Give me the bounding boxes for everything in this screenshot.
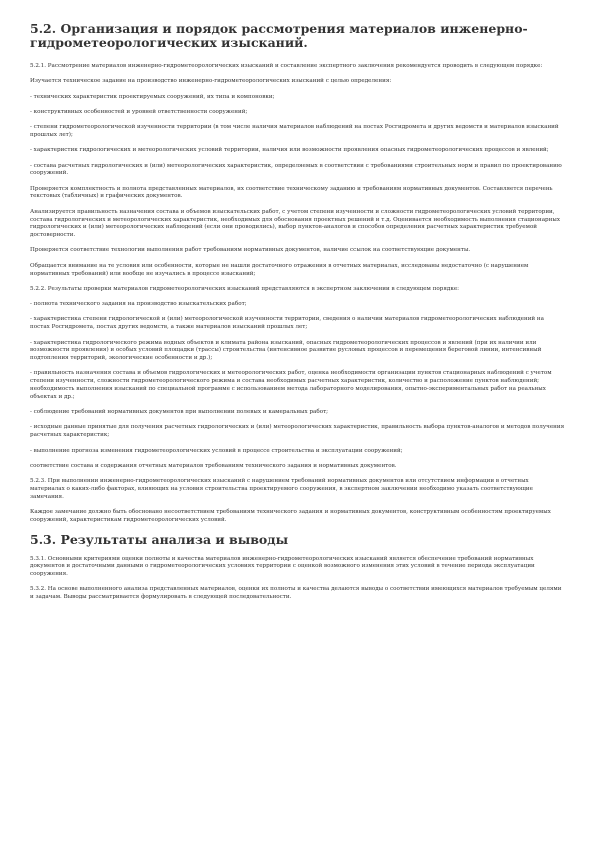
section-heading-5-3: 5.3. Результаты анализа и выводы [30, 531, 289, 547]
paragraph: - характеристика степени гидрологической и (или) метеорологической изученности территории, сведения о наличии материалов гидрометеорологических наблюдений на постах Росгидромета, постах других ведомств, а также материалов изысканий прошлых лет; [30, 316, 544, 331]
paragraph: 5.3.2. На основе выполненного анализа представленных материалов, оценки их полноты и качества делаются выводы о соответствии имеющихся материалов требуемым целями и задачам. Выводы рассматривается формулировать в следующей последовательности. [30, 586, 562, 601]
paragraph: - полнота технического задания на производство изыскательских работ; [30, 301, 247, 308]
paragraph: - степени гидрометеорологической изученности территории (в том числе наличия материалов наблюдений на постах Росгидромета и других ведомств и материалов изысканий прошлых лет); [30, 124, 559, 138]
paragraph: 5.3.1. Основными критериями оценки полноты и качества материалов инженерно-гидрометеорологических изысканий является обеспечение требований нормативных документов и достаточными данными о гидрометеорологических условиях территории с оценкой возможного изменения этих условий в течение периода эксплуатации сооружения. [30, 555, 535, 578]
paragraph: Проверяется комплектность и полнота представленных материалов, их соответствие техническому заданию и требованиям нормативных документов. Составляется перечень текстовых (табличных) и графических документов. [30, 185, 553, 200]
paragraph: Каждое замечание должно быть обосновано несоответствием требованиям технического задания и нормативных документов, конструктивным особенностям проектируемых сооружений, характеристикам гидрометеорологических условий. [30, 508, 551, 523]
paragraph: - исходные данные принятые для получения расчетных гидрологических и (или) метеорологических характеристик, правильность выбора пунктов-аналогов и методов получения расчетных характеристик; [30, 424, 565, 439]
paragraph: - правильность назначения состава и объемов гидрологических и метеорологических работ, оценка необходимости организации пунктов стационарных наблюдений с учетом степени изученности, сложности гидрометеорологического режима и состава необходимых расчетных характеристик, количество и расположение пунктов наблюдений; необходимость выполнения изысканий по специальной программе с использованием метода лабораторного моделирования, опытно-экспериментальных работ на реальных объектах и др.; [30, 370, 552, 400]
paragraph: 5.2.3. При выполнении инженерно-гидрометеорологических изысканий с нарушением требований нормативных документов или отсутствием информации в отчетных материалах о каких-либо факторах, влияющих на условия строительства проектируемого сооружения, в экспертном заключении необходимо указать соответствующие замечания. [30, 478, 533, 500]
paragraph: Изучается техническое задание на производство инженерно-гидрометеорологических изысканий с целью определения: [30, 78, 392, 85]
paragraph: - характеристика гидрологического режима водных объектов и климата района изысканий, опасных гидрометеорологических процессов и явлений (при их наличии или возможности проявления) и особых условий площадки (трассы) строительства (интенсивное развитие русловых процессов и перемещения береговой линии, интенсивный подтопления территорий, экологические особенности и др.); [30, 339, 542, 362]
paragraph: - соблюдение требований нормативных документов при выполнении полевых и камеральных работ; [30, 409, 329, 416]
paragraph: - выполнение прогноза изменения гидрометеорологических условий в процессе строительства и эксплуатации сооружений; [30, 447, 403, 454]
section-5-3-body [30, 556, 565, 602]
section-5-2-body [30, 63, 565, 525]
paragraph: Анализируется правильность назначения состава и объемов изыскательских работ, с учетом степени изученности и сложности гидрометеорологических условий территории, состава гидрологических и метеорологических характеристик, необходимых для обоснования проектных решений и т.д. Оценивается необходимость выполнения стационарных гидрологических и (или) метеорологических наблюдений (если они проводились), выбор пунктов-аналогов и способов определения расчетных характеристик требуемой достоверности. [30, 208, 560, 239]
paragraph: - конструктивных особенностей и уровней ответственности сооружений; [30, 108, 248, 115]
paragraph: Проверяется соответствие технологии выполнения работ требованиям нормативных документов, наличие ссылок на соответствующие документы. [30, 247, 471, 254]
section-heading-5-2: 5.2. Организация и порядок рассмотрения материалов инженерно-гидрометеорологических изысканий. [30, 21, 528, 50]
paragraph: 5.2.1. Рассмотрение материалов инженерно-гидрометеорологических изысканий и составление экспертного заключения рекомендуется проводить в следующем порядке: [30, 63, 543, 69]
paragraph: - технических характеристик проектируемых сооружений, их типа и компоновки; [30, 93, 275, 100]
paragraph: Обращается внимание на те условия или особенности, которые не нашли достаточного отражения в отчетных материалах, исследованы недостаточно (с нарушением нормативных требований) или вообще не изучались в процессе изысканий; [30, 262, 529, 277]
paragraph: соответствие состава и содержания отчетных материалов требованиям технического задания и нормативных документов. [30, 462, 397, 469]
paragraph: - характеристик гидрологических и метеорологических условий территории, наличия или возможности проявления опасных гидрометеорологических процессов и явлений; [30, 147, 549, 154]
paragraph: 5.2.2. Результаты проверки материалов гидрометеорологических изысканий представляются в экспертном заключении в следующем порядке: [30, 285, 460, 292]
paragraph: - состава расчетных гидрологических и (или) метеорологических характеристик, определяемых в соответствии с требованиями строительных норм и правил по проектированию сооружений. [30, 162, 562, 177]
